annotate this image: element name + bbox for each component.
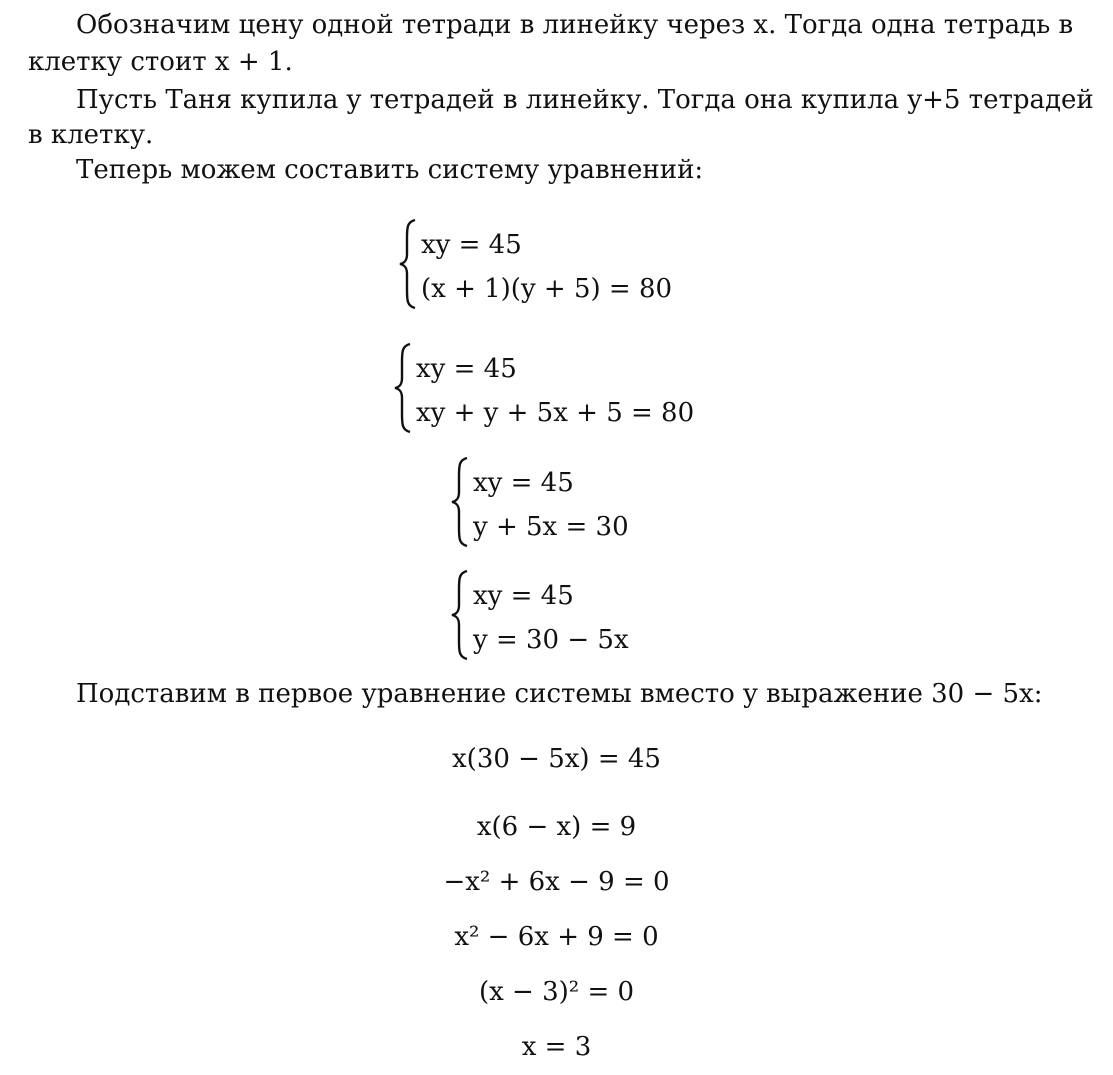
left-brace-icon bbox=[449, 456, 469, 548]
paragraph-1-line-2: клетку стоит x + 1. bbox=[28, 47, 293, 77]
system-2-equation-1: xy = 45 bbox=[416, 354, 517, 384]
left-brace-icon bbox=[397, 218, 417, 310]
paragraph-3-line-1: Теперь можем составить систему уравнений: bbox=[76, 155, 704, 185]
system-2-equation-2: xy + y + 5x + 5 = 80 bbox=[416, 398, 695, 428]
equation-3: −x² + 6x − 9 = 0 bbox=[443, 867, 670, 897]
system-3-equation-2: y + 5x = 30 bbox=[473, 512, 629, 542]
paragraph-1-line-1: Обозначим цену одной тетради в линейку через x. Тогда одна тетрадь в bbox=[76, 10, 1074, 40]
equation-2: x(6 − x) = 9 bbox=[476, 812, 637, 842]
equation-system-1 bbox=[397, 218, 717, 310]
left-brace-icon bbox=[449, 569, 469, 661]
equation-system-3 bbox=[449, 456, 669, 548]
system-1-equation-2: (x + 1)(y + 5) = 80 bbox=[421, 274, 673, 304]
equation-5: (x − 3)² = 0 bbox=[478, 977, 635, 1007]
system-4-equation-1: xy = 45 bbox=[473, 581, 574, 611]
equation-system-4 bbox=[449, 569, 669, 661]
equation-1: x(30 − 5x) = 45 bbox=[452, 744, 661, 774]
system-3-equation-1: xy = 45 bbox=[473, 468, 574, 498]
paragraph-4-line-1: Подставим в первое уравнение системы вместо y выражение 30 − 5x: bbox=[76, 679, 1043, 709]
paragraph-2-line-2: в клетку. bbox=[28, 120, 154, 150]
left-brace-icon bbox=[392, 342, 412, 434]
paragraph-2-line-1: Пусть Таня купила y тетрадей в линейку. Тогда она купила y+5 тетрадей bbox=[76, 85, 1094, 115]
system-1-equation-1: xy = 45 bbox=[421, 230, 522, 260]
equation-4: x² − 6x + 9 = 0 bbox=[454, 922, 659, 952]
equation-system-2 bbox=[392, 342, 722, 434]
equation-6: x = 3 bbox=[521, 1032, 592, 1062]
system-4-equation-2: y = 30 − 5x bbox=[473, 625, 629, 655]
